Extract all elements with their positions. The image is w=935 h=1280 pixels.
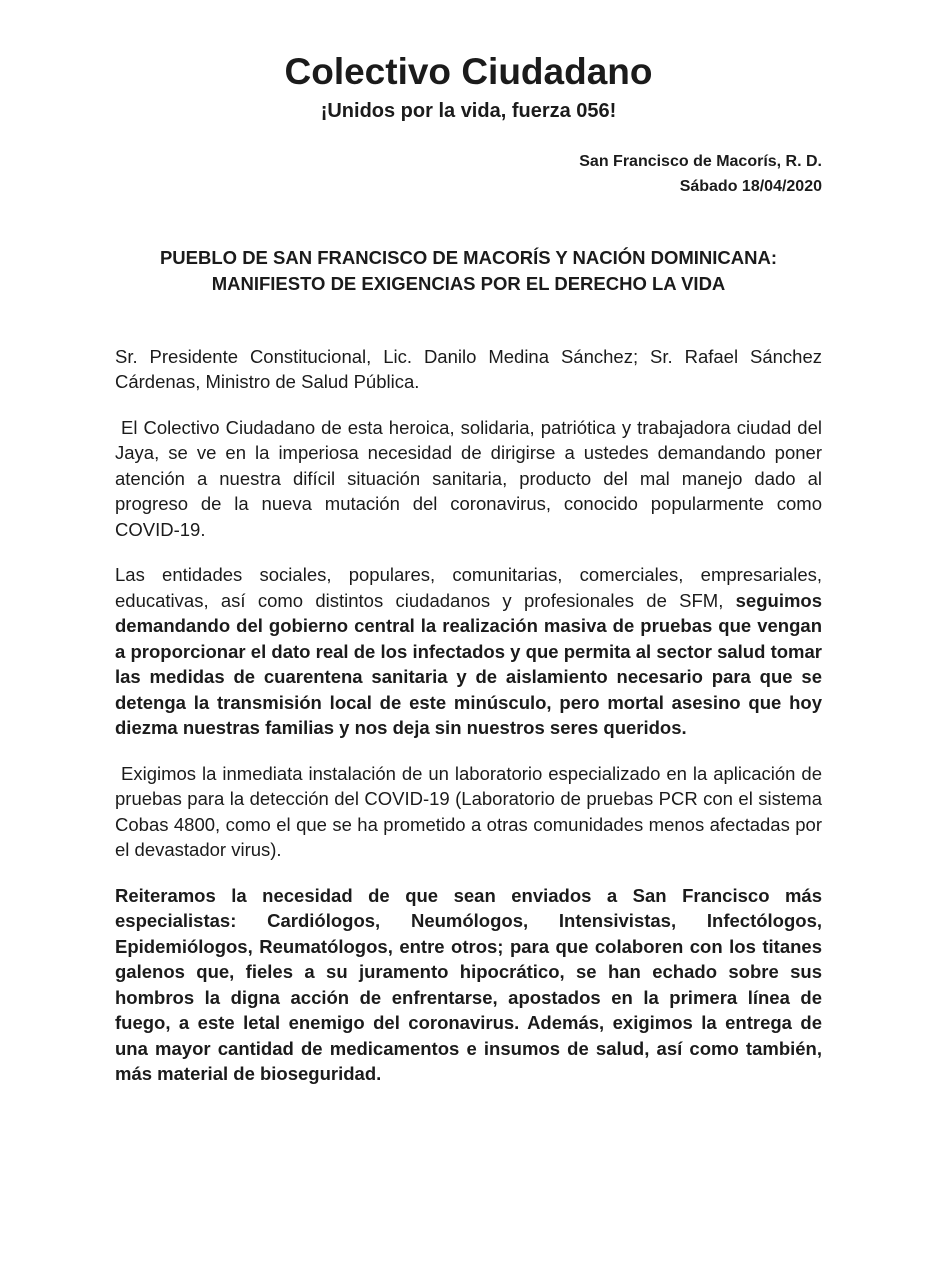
letter-body [115,344,822,1087]
paragraph-text: Exigimos la inmediata instalación de un laboratorio especializado en la aplicación de pruebas para la detección del COVID-19 (Laboratorio de pruebas PCR con el sistema Cobas 4800, como el que se ha prometido a otras comunidades menos afectadas por el devastador virus). [115,762,822,861]
paragraph-text: Sr. Presidente Constitucional, Lic. Danilo Medina Sánchez; Sr. Rafael Sánchez Cárdenas, Ministro de Salud Pública. [115,345,822,393]
document-heading-line1: PUEBLO DE SAN FRANCISCO DE MACORÍS Y NACIÓN DOMINICANA: [159,246,778,268]
paragraph-text-bold: seguimos demandando del gobierno central la realización masiva de pruebas que vengan a proporcionar el dato real de los infectados y que permita al sector salud tomar las medidas de cuarentena sanitaria y de aislamiento necesario para que se detenga la transmisión local de este minúsculo, pero mortal asesino que hoy diezma nuestras familias y nos deja sin nuestros seres queridos. [115,589,822,739]
paragraph-salutation [115,344,822,395]
paragraph-intro [115,415,822,543]
paragraph-text: El Colectivo Ciudadano de esta heroica, solidaria, patriótica y trabajadora ciudad del Jaya, se ve en la imperiosa necesidad de dirigirse a ustedes demandando poner atención a nuestra difícil situación sanitaria, producto del mal manejo dado al progreso de la nueva mutación del coronavirus, conocido popularmente como COVID-19. [115,416,822,540]
document-heading-line2: MANIFIESTO DE EXIGENCIAS POR EL DERECHO LA VIDA [211,272,726,294]
paragraph-demand-especialistas [115,883,822,1087]
paragraph-text: Las entidades sociales, populares, comunitarias, comerciales, empresariales, educativas, así como distintos ciudadanos y profesionales de SFM, [115,564,822,611]
dateline [115,149,822,199]
document-subtitle: ¡Unidos por la vida, fuerza 056! [320,99,617,122]
document-title: Colectivo Ciudadano [284,51,653,92]
paragraph-demand-pruebas [115,562,822,741]
dateline-place: San Francisco de Macorís, R. D. [579,152,822,170]
document-heading [115,245,822,297]
paragraph-demand-laboratorio [115,761,822,863]
paragraph-text-bold: Reiteramos la necesidad de que sean enviados a San Francisco más especialistas: Cardiólogos, Neumólogos, Intensivistas, Infectólogos, Epidemiólogos, Reumatólogos, entre otros; para que colaboren con los titanes galenos que, fieles a su juramento hipocrático, se han echado sobre sus hombros la digna acción de enfrentarse, apostados en la primera línea de fuego, a este letal enemigo del coronavirus. Además, exigimos la entrega de una mayor cantidad de medicamentos e insumos de salud, así como también, más material de bioseguridad. [115,884,822,1085]
dateline-date: Sábado 18/04/2020 [679,177,822,195]
